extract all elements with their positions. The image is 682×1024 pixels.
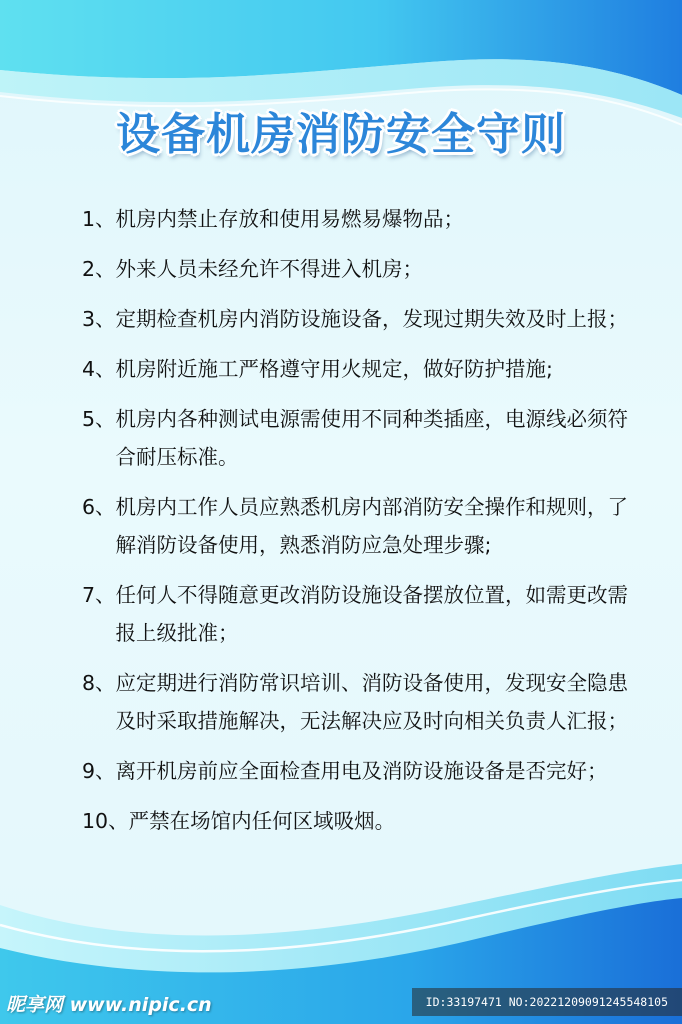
rule-item-9 <box>82 752 642 790</box>
rule-item-4 <box>82 350 642 388</box>
rule-item-1 <box>82 200 642 238</box>
rule-text: 机房内禁止存放和使用易燃易爆物品； <box>115 207 465 231</box>
watermark-logo: 昵享网 www.nipic.cn <box>6 994 212 1016</box>
rule-text: 离开机房前应全面检查用电及消防设施设备是否完好； <box>115 759 608 783</box>
rule-item-10 <box>82 802 642 840</box>
image-id-label: ID:33197471 NO:20221209091245548105 <box>412 988 682 1016</box>
rule-text: 机房内各种测试电源需使用不同种类插座，电源线必须符合耐压标准。 <box>115 407 629 469</box>
rule-number: 8、 <box>82 671 116 695</box>
rules-list <box>82 200 642 852</box>
rule-number: 10、 <box>82 809 129 833</box>
rule-number: 1、 <box>82 207 116 231</box>
rule-text: 严禁在场馆内任何区域吸烟。 <box>128 809 396 833</box>
rule-item-6 <box>82 488 642 564</box>
rule-number: 6、 <box>82 495 116 519</box>
rule-text: 定期检查机房内消防设施设备，发现过期失效及时上报； <box>115 307 629 331</box>
rule-number: 4、 <box>82 357 116 381</box>
rule-number: 3、 <box>82 307 116 331</box>
rule-text: 外来人员未经允许不得进入机房； <box>115 257 424 281</box>
rule-item-5 <box>82 400 642 476</box>
rule-item-2 <box>82 250 642 288</box>
rule-text: 任何人不得随意更改消防设施设备摆放位置，如需更改需报上级批准； <box>115 583 629 645</box>
rule-number: 5、 <box>82 407 116 431</box>
rule-text: 机房内工作人员应熟悉机房内部消防安全操作和规则，了解消防设备使用，熟悉消防应急处理步骤; <box>115 495 629 557</box>
rule-item-3 <box>82 300 642 338</box>
rule-item-7 <box>82 576 642 652</box>
rule-item-8 <box>82 664 642 740</box>
page-title: 设备机房消防安全守则 <box>116 109 566 160</box>
rule-number: 9、 <box>82 759 116 783</box>
rule-text: 应定期进行消防常识培训、消防设备使用，发现安全隐患及时采取措施解决，无法解决应及时向相关负责人汇报； <box>115 671 629 733</box>
footer <box>0 980 682 1024</box>
rule-text: 机房附近施工严格遵守用火规定，做好防护措施; <box>115 357 553 381</box>
rule-number: 2、 <box>82 257 116 281</box>
rule-number: 7、 <box>82 583 116 607</box>
